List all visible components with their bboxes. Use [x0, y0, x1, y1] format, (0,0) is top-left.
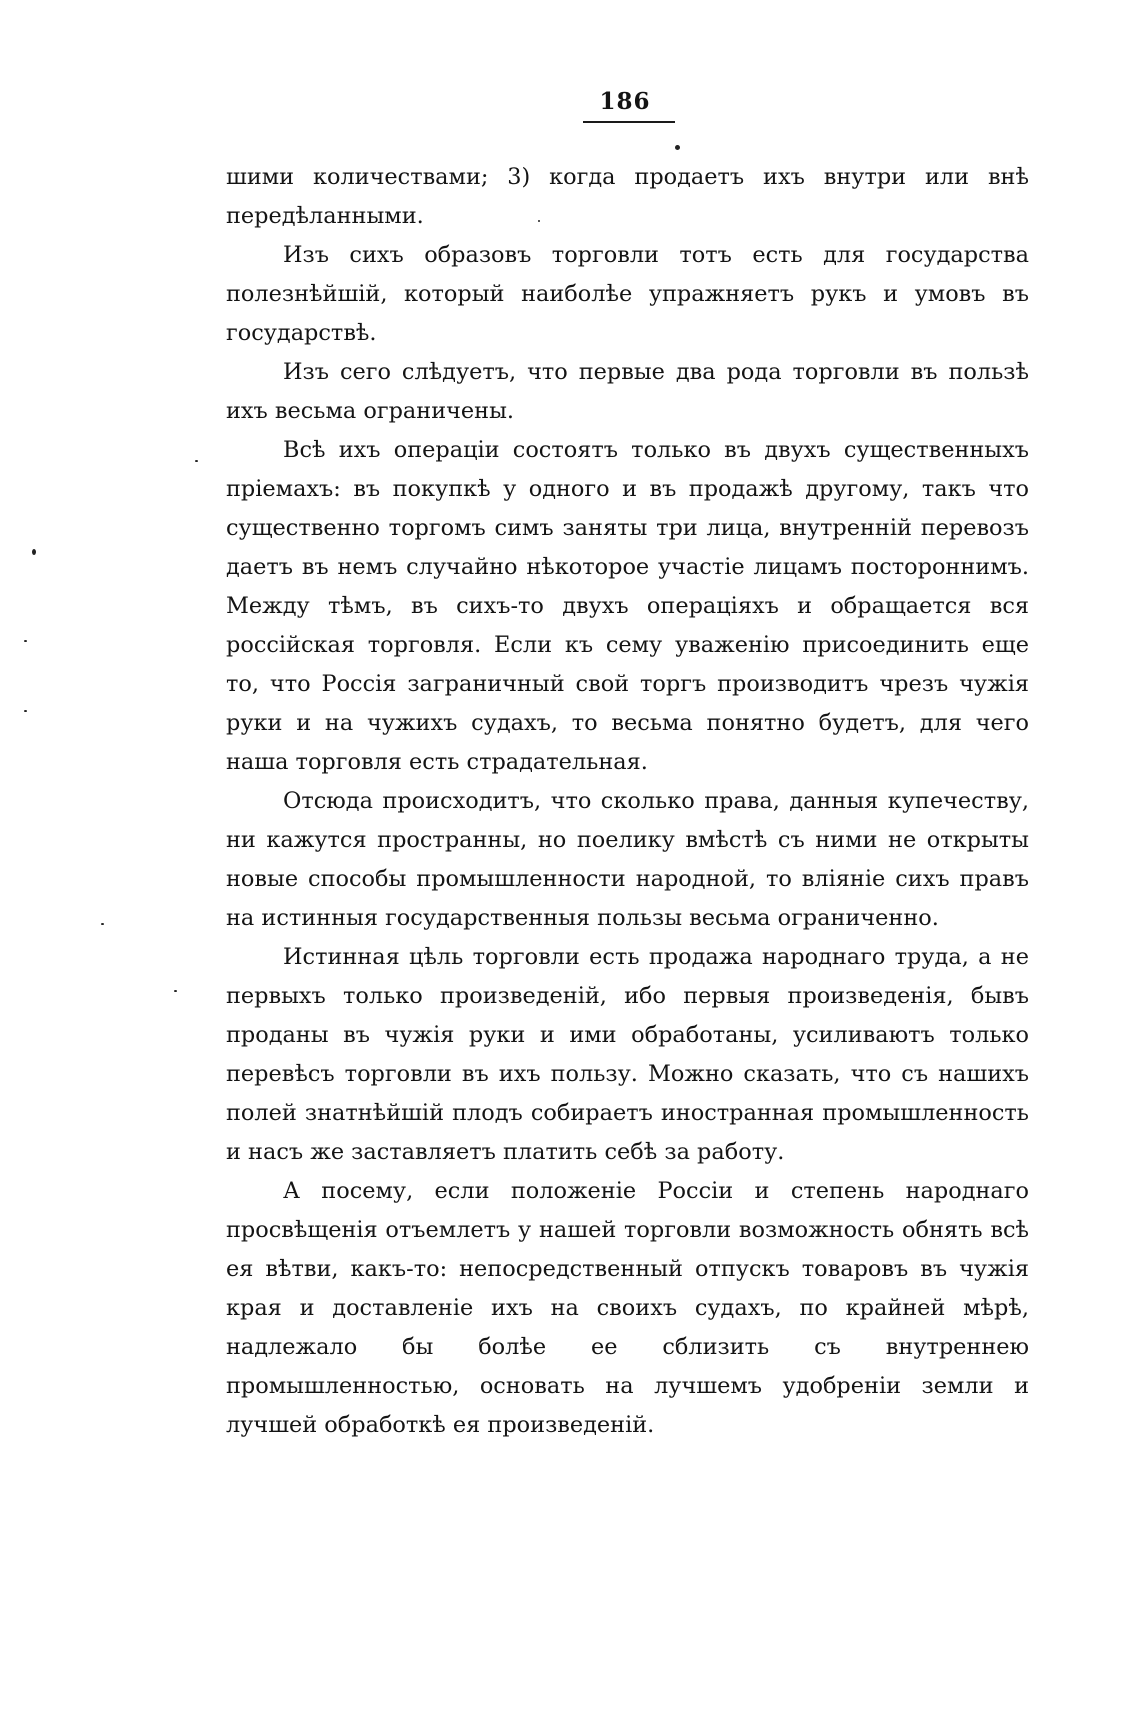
- printing-speck: [195, 460, 198, 462]
- printing-speck: [101, 923, 104, 925]
- paragraph: Изъ сего слѣдуетъ, что первые два рода торговли въ пользѣ ихъ весьма ограничены.: [226, 359, 1029, 424]
- printing-speck: [24, 640, 27, 642]
- paragraph: Истинная цѣль торговли есть продажа народнаго труда, а не первыхъ только произведеній, ибо первыя произведенія, бывъ проданы въ чужія руки и ими обработаны, усиливаютъ только перевѣсъ торговли въ ихъ пользу. Можно сказать, что съ нашихъ полей знатнѣйшій плодъ собираетъ иностранная промышленность и насъ же заставляетъ платить себѣ за работу.: [226, 944, 1029, 1165]
- paragraph: Изъ сихъ образовъ торговли тотъ есть для государства полезнѣйшій, который наиболѣе упражняетъ рукъ и умовъ въ государствѣ.: [226, 242, 1029, 346]
- printing-speck: [174, 990, 177, 992]
- paragraph: Всѣ ихъ операціи состоятъ только въ двухъ существенныхъ пріемахъ: въ покупкѣ у одного и въ продажѣ другому, такъ что существенно торгомъ симъ заняты три лица, внутренній перевозъ даетъ въ немъ случайно нѣкоторое участіе лицамъ постороннимъ. Между тѣмъ, въ сихъ-то двухъ операціяхъ и обращается вся россійская торговля. Если къ сему уваженію присоединить еще то, что Россія заграничный свой торгъ производитъ чрезъ чужія руки и на чужихъ судахъ, то весьма понятно будетъ, для чего наша торговля есть страдательная.: [226, 437, 1029, 775]
- printing-speck: [24, 710, 27, 712]
- paragraph: А посему, если положеніе Россіи и степень народнаго просвѣщенія отъемлетъ у нашей торговли возможность обнять всѣ ея вѣтви, какъ-то: непосредственный отпускъ товаровъ въ чужія края и доставленіе ихъ на своихъ судахъ, по крайней мѣрѣ, надлежало бы болѣе ее сблизить съ внутреннею промышленностью, основать на лучшемъ удобреніи земли и лучшей обработкѣ ея произведеній.: [226, 1178, 1029, 1438]
- printing-speck: [675, 145, 680, 150]
- page-number: 186: [599, 88, 651, 115]
- body-text: [226, 158, 1029, 1445]
- paragraph-continuation: шими количествами; 3) когда продаетъ ихъ внутри или внѣ передѣланными.: [226, 164, 1029, 229]
- printing-speck: [32, 549, 36, 555]
- paragraph: Отсюда происходитъ, что сколько права, данныя купечеству, ни кажутся пространны, но поелику вмѣстѣ съ ними не открыты новые способы промышленности народной, то вліяніе сихъ правъ на истинныя государственныя пользы весьма ограниченно.: [226, 788, 1029, 931]
- page-number-rule: [583, 121, 675, 123]
